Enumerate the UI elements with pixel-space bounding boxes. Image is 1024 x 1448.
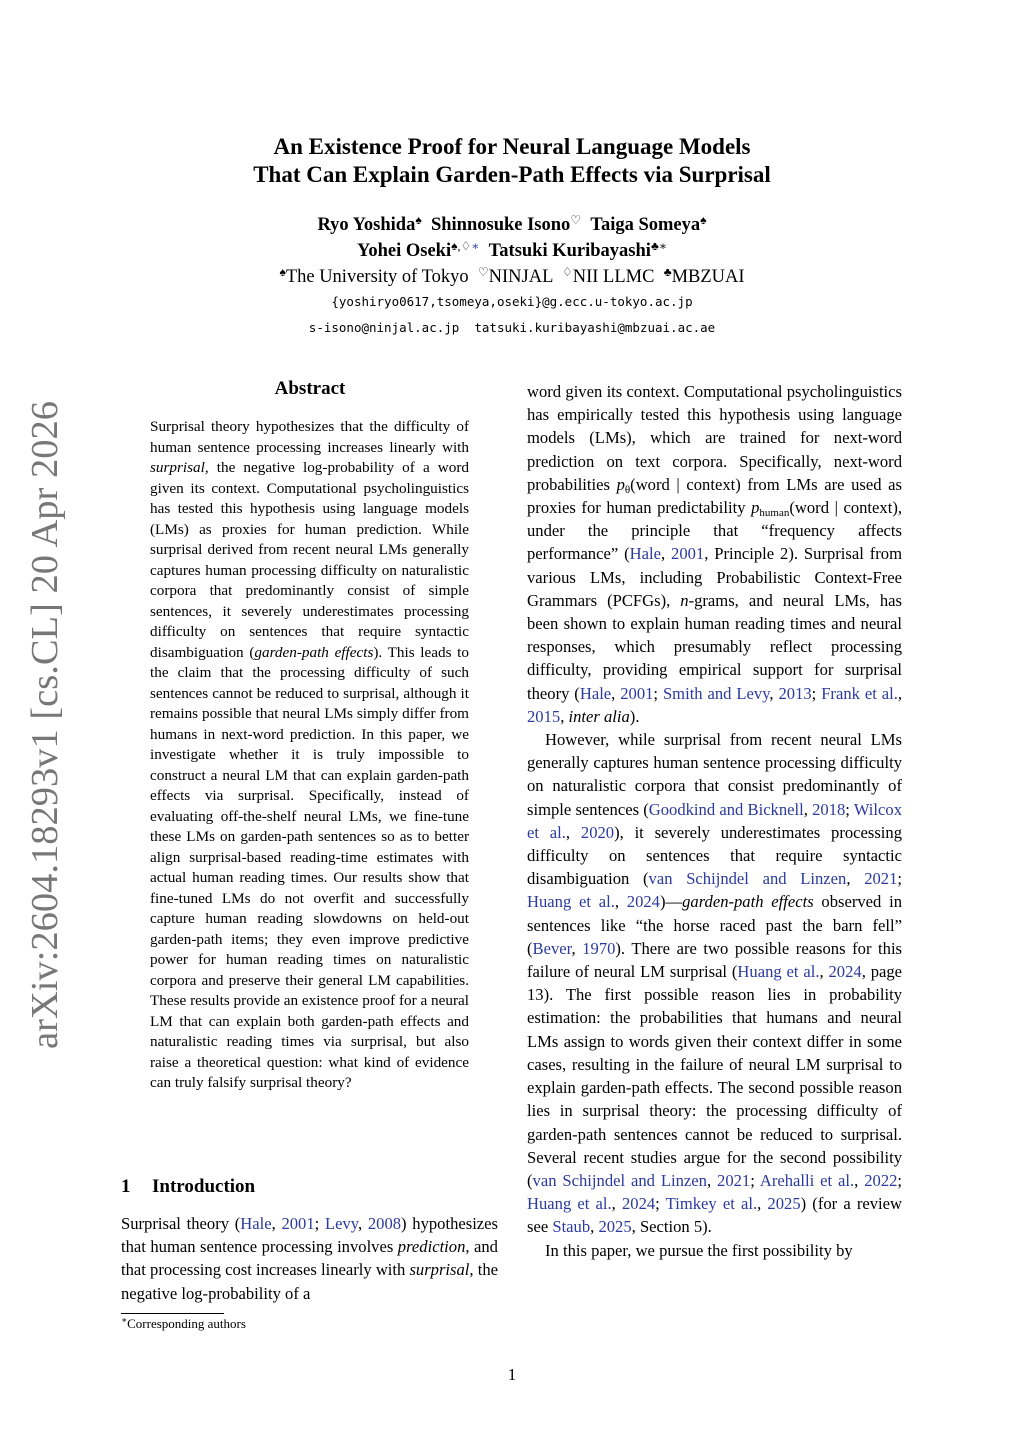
- affiliation-name: The University of Tokyo: [285, 267, 469, 287]
- citation-link[interactable]: 2015: [527, 706, 561, 726]
- right-paragraph-2: However, while surprisal from recent neural LMs generally captures human sentence processing difficulty on naturalistic corpora that consist predominantly of simple sentences (Goodkind and Bicknell, 2018; Wilcox et al., 2020), it severely underestimates processing difficulty on sentences that require syntactic disambiguation (van Schijndel and Linzen, 2021; Huang et al., 2024)—garden-path effects observed in sentences like “the horse raced past the barn fell” (Bever, 1970). There are two possible reasons for this failure of neural LM surprisal (Huang et al., 2024, page 13). The first possible reason lies in probability estimation: the probabilities that humans and neural LMs assign to words given their context differ in some cases, resulting in the failure of neural LM surprisal to explain garden-path effects. The second possible reason lies in surprisal theory: the processing difficulty of garden-path sentences cannot be reduced to surprisal. Several recent studies argue for the second possibility (van Schijndel and Linzen, 2021; Arehalli et al., 2022; Huang et al., 2024; Timkey et al., 2025) (for a review see Staub, 2025, Section 5).: [527, 730, 903, 1237]
- citation-link[interactable]: Staub: [552, 1217, 591, 1237]
- author-row-2: [0, 238, 1024, 264]
- email-line-2: [0, 315, 1024, 341]
- footnote-text: Corresponding authors: [127, 1316, 246, 1331]
- math-subscript: θ: [624, 483, 631, 496]
- abstract-heading: Abstract: [274, 378, 346, 399]
- author-name: Ryo Yoshida: [317, 215, 416, 235]
- section-heading-introduction: [121, 1176, 255, 1198]
- math-symbol: p: [616, 474, 625, 494]
- citation-link[interactable]: 2008: [367, 1214, 402, 1233]
- affiliation-mark: ♠: [700, 213, 707, 227]
- citation-link[interactable]: 2024: [828, 962, 862, 982]
- email-block: [0, 289, 1024, 341]
- footnote-rule: [121, 1313, 224, 1314]
- abstract-text: ). This leads to the claim that the processing difficulty of such sentences cannot be reduced to surprisal, although it remains possible that neural LMs simply differ from humans in next-word prediction. In this paper, we investigate whether it is truly impossible to construct a neural LM that can explain garden-path effects via surprisal. Specifically, instead of evaluating off-the-shelf neural LMs, we fine-tune these LMs on garden-path sentences so as to better align surprisal-based reading-time estimates with actual human reading times. Our results show that fine-tuned LMs do not overfit and successfully capture human reading slowdowns on held-out garden-path items; they even improve predictive power for human reading times on naturalistic corpora and preserve their general LM capabilities. These results provide an existence proof for a neural LM that can explain both garden-path effects and naturalistic reading times via surprisal, but also raise a theoretical question: what kind of evidence can truly falsify surprisal theory?: [150, 643, 469, 1091]
- affiliation-mark: ♠: [415, 213, 422, 227]
- citation-link[interactable]: 2024: [626, 892, 660, 912]
- author-block: [0, 212, 1024, 290]
- citation-link[interactable]: Wilcox et al.: [527, 799, 902, 842]
- corresponding-mark[interactable]: ∗: [471, 239, 480, 253]
- citation-link[interactable]: 2001: [281, 1214, 315, 1233]
- citation-link[interactable]: 2024: [621, 1194, 656, 1214]
- abstract-text: , the negative log-probability of a word given its context. Computational psycholinguistics has tested this hypothesis using language models (LMs) as proxies for human prediction. While surprisal derived from recent neural LMs generally captures human processing difficulty on naturalistic corpora that predominantly consist of simple sentences, it severely underestimates processing difficulty on sentences that require syntactic disambiguation (: [150, 459, 469, 661]
- email-line-1: {yoshiryo0617,tsomeya,oseki}@g.ecc.u-tokyo.ac.jp: [331, 294, 693, 309]
- section-title: Introduction: [152, 1176, 256, 1197]
- right-paragraph-1: word given its context. Computational psycholinguistics has empirically tested this hypothesis using language models (LMs), which are trained for next-word prediction on text corpora. Specifically, next-word probabilities $p_\theta(word$ | context) from LMs are used as proxies for human predictability $p_{human}(word$ | context), under the principle that “frequency affects performance” (Hale, 2001, Principle 2). Surprisal from various LMs, including Probabilistic Context-Free Grammars (PCFGs), n-grams, and neural LMs, has been shown to explain human reading times and neural responses, which presumably reflect processing difficulty, providing empirical support for surprisal theory (Hale, 2001; Smith and Levy, 2013; Frank et al., 2015, inter alia).: [527, 382, 902, 726]
- footnote-mark: ∗: [121, 1315, 128, 1325]
- author-name: Tatsuki Kuribayashi: [488, 241, 651, 261]
- title-line-1: An Existence Proof for Neural Language Models: [273, 134, 751, 159]
- citation-link[interactable]: 2013: [778, 683, 812, 703]
- page-number: 1: [507, 1365, 517, 1384]
- author-row-1: [0, 212, 1024, 238]
- abstract-emphasis: surprisal: [150, 459, 205, 476]
- citation-link[interactable]: 2025: [598, 1217, 632, 1237]
- arxiv-stamp-text: arXiv:2604.18293v1 [cs.CL] 20 Apr 2026: [24, 400, 66, 1050]
- citation-link[interactable]: Hale: [579, 683, 612, 703]
- affiliation-name: NII LLMC: [572, 267, 655, 287]
- citation-link[interactable]: Hale: [240, 1214, 272, 1233]
- abstract-body: [150, 417, 469, 1094]
- author-name: Taiga Someya: [590, 215, 701, 235]
- footnote: [121, 1316, 246, 1332]
- citation-link[interactable]: Arehalli et al.: [759, 1170, 855, 1190]
- right-column: [527, 380, 902, 1262]
- citation-link[interactable]: 2021: [864, 869, 898, 889]
- citation-link[interactable]: van Schijndel and Linzen: [532, 1170, 707, 1190]
- email: tatsuki.kuribayashi@mbzuai.ac.ae: [474, 320, 716, 335]
- citation-link[interactable]: 2021: [717, 1170, 751, 1190]
- affiliation-name: NINJAL: [488, 267, 553, 287]
- abstract-text: Surprisal theory hypothesizes that the difficulty of human sentence processing increases linearly with: [150, 418, 469, 456]
- citation-link[interactable]: van Schijndel and Linzen: [648, 869, 847, 889]
- citation-link[interactable]: Huang et al.: [527, 1194, 612, 1214]
- citation-link[interactable]: 2001: [671, 544, 705, 564]
- affiliation-mark: ♠,♢: [451, 239, 472, 253]
- affiliation-name: MBZUAI: [671, 267, 745, 287]
- math-symbol: p: [751, 498, 760, 518]
- affiliation-mark: ♢: [561, 265, 573, 279]
- author-name: Yohei Oseki: [357, 241, 452, 261]
- paper-title: [0, 133, 1024, 189]
- citation-link[interactable]: Frank et al.: [821, 683, 898, 703]
- citation-link[interactable]: 2020: [580, 822, 615, 842]
- affiliation-mark: ♣: [663, 265, 672, 279]
- right-paragraph-3: In this paper, we pursue the first possibility by: [545, 1240, 853, 1260]
- citation-link[interactable]: Bever: [532, 938, 572, 958]
- affiliation-mark: ♡: [570, 213, 582, 227]
- citation-link[interactable]: Huang et al.: [527, 892, 615, 912]
- citation-link[interactable]: Levy: [324, 1214, 358, 1233]
- math-subscript: human: [759, 507, 790, 520]
- affiliation-mark: ♠: [279, 265, 286, 279]
- affiliation-mark: ♡: [477, 265, 489, 279]
- math-symbol: n: [680, 590, 689, 610]
- citation-link[interactable]: 1970: [582, 938, 616, 958]
- citation-link[interactable]: Goodkind and Bicknell: [648, 799, 804, 819]
- section-number: 1: [121, 1176, 131, 1197]
- affiliation-mark: ♣: [650, 239, 659, 253]
- title-line-2: That Can Explain Garden-Path Effects via Surprisal: [253, 162, 771, 187]
- author-name: Shinnosuke Isono: [430, 215, 571, 235]
- intro-paragraph: Surprisal theory (Hale, 2001; Levy, 2008) hypothesizes that human sentence processing involves prediction, and that processing cost increases linearly with surprisal, the negative log-probability of a: [121, 1214, 498, 1303]
- citation-link[interactable]: Timkey et al.: [665, 1194, 758, 1214]
- citation-link[interactable]: Huang et al.: [737, 962, 820, 982]
- citation-link[interactable]: 2025: [767, 1194, 801, 1214]
- corresponding-mark: ∗: [658, 239, 667, 253]
- email: s-isono@ninjal.ac.jp: [308, 320, 460, 335]
- citation-link[interactable]: 2022: [864, 1170, 898, 1190]
- citation-link[interactable]: 2018: [812, 799, 846, 819]
- citation-link[interactable]: Hale: [629, 544, 661, 564]
- citation-link[interactable]: 2001: [620, 683, 654, 703]
- affiliation-row: [0, 264, 1024, 290]
- citation-link[interactable]: Smith and Levy: [662, 683, 770, 703]
- abstract-emphasis: garden-path effects: [254, 643, 374, 661]
